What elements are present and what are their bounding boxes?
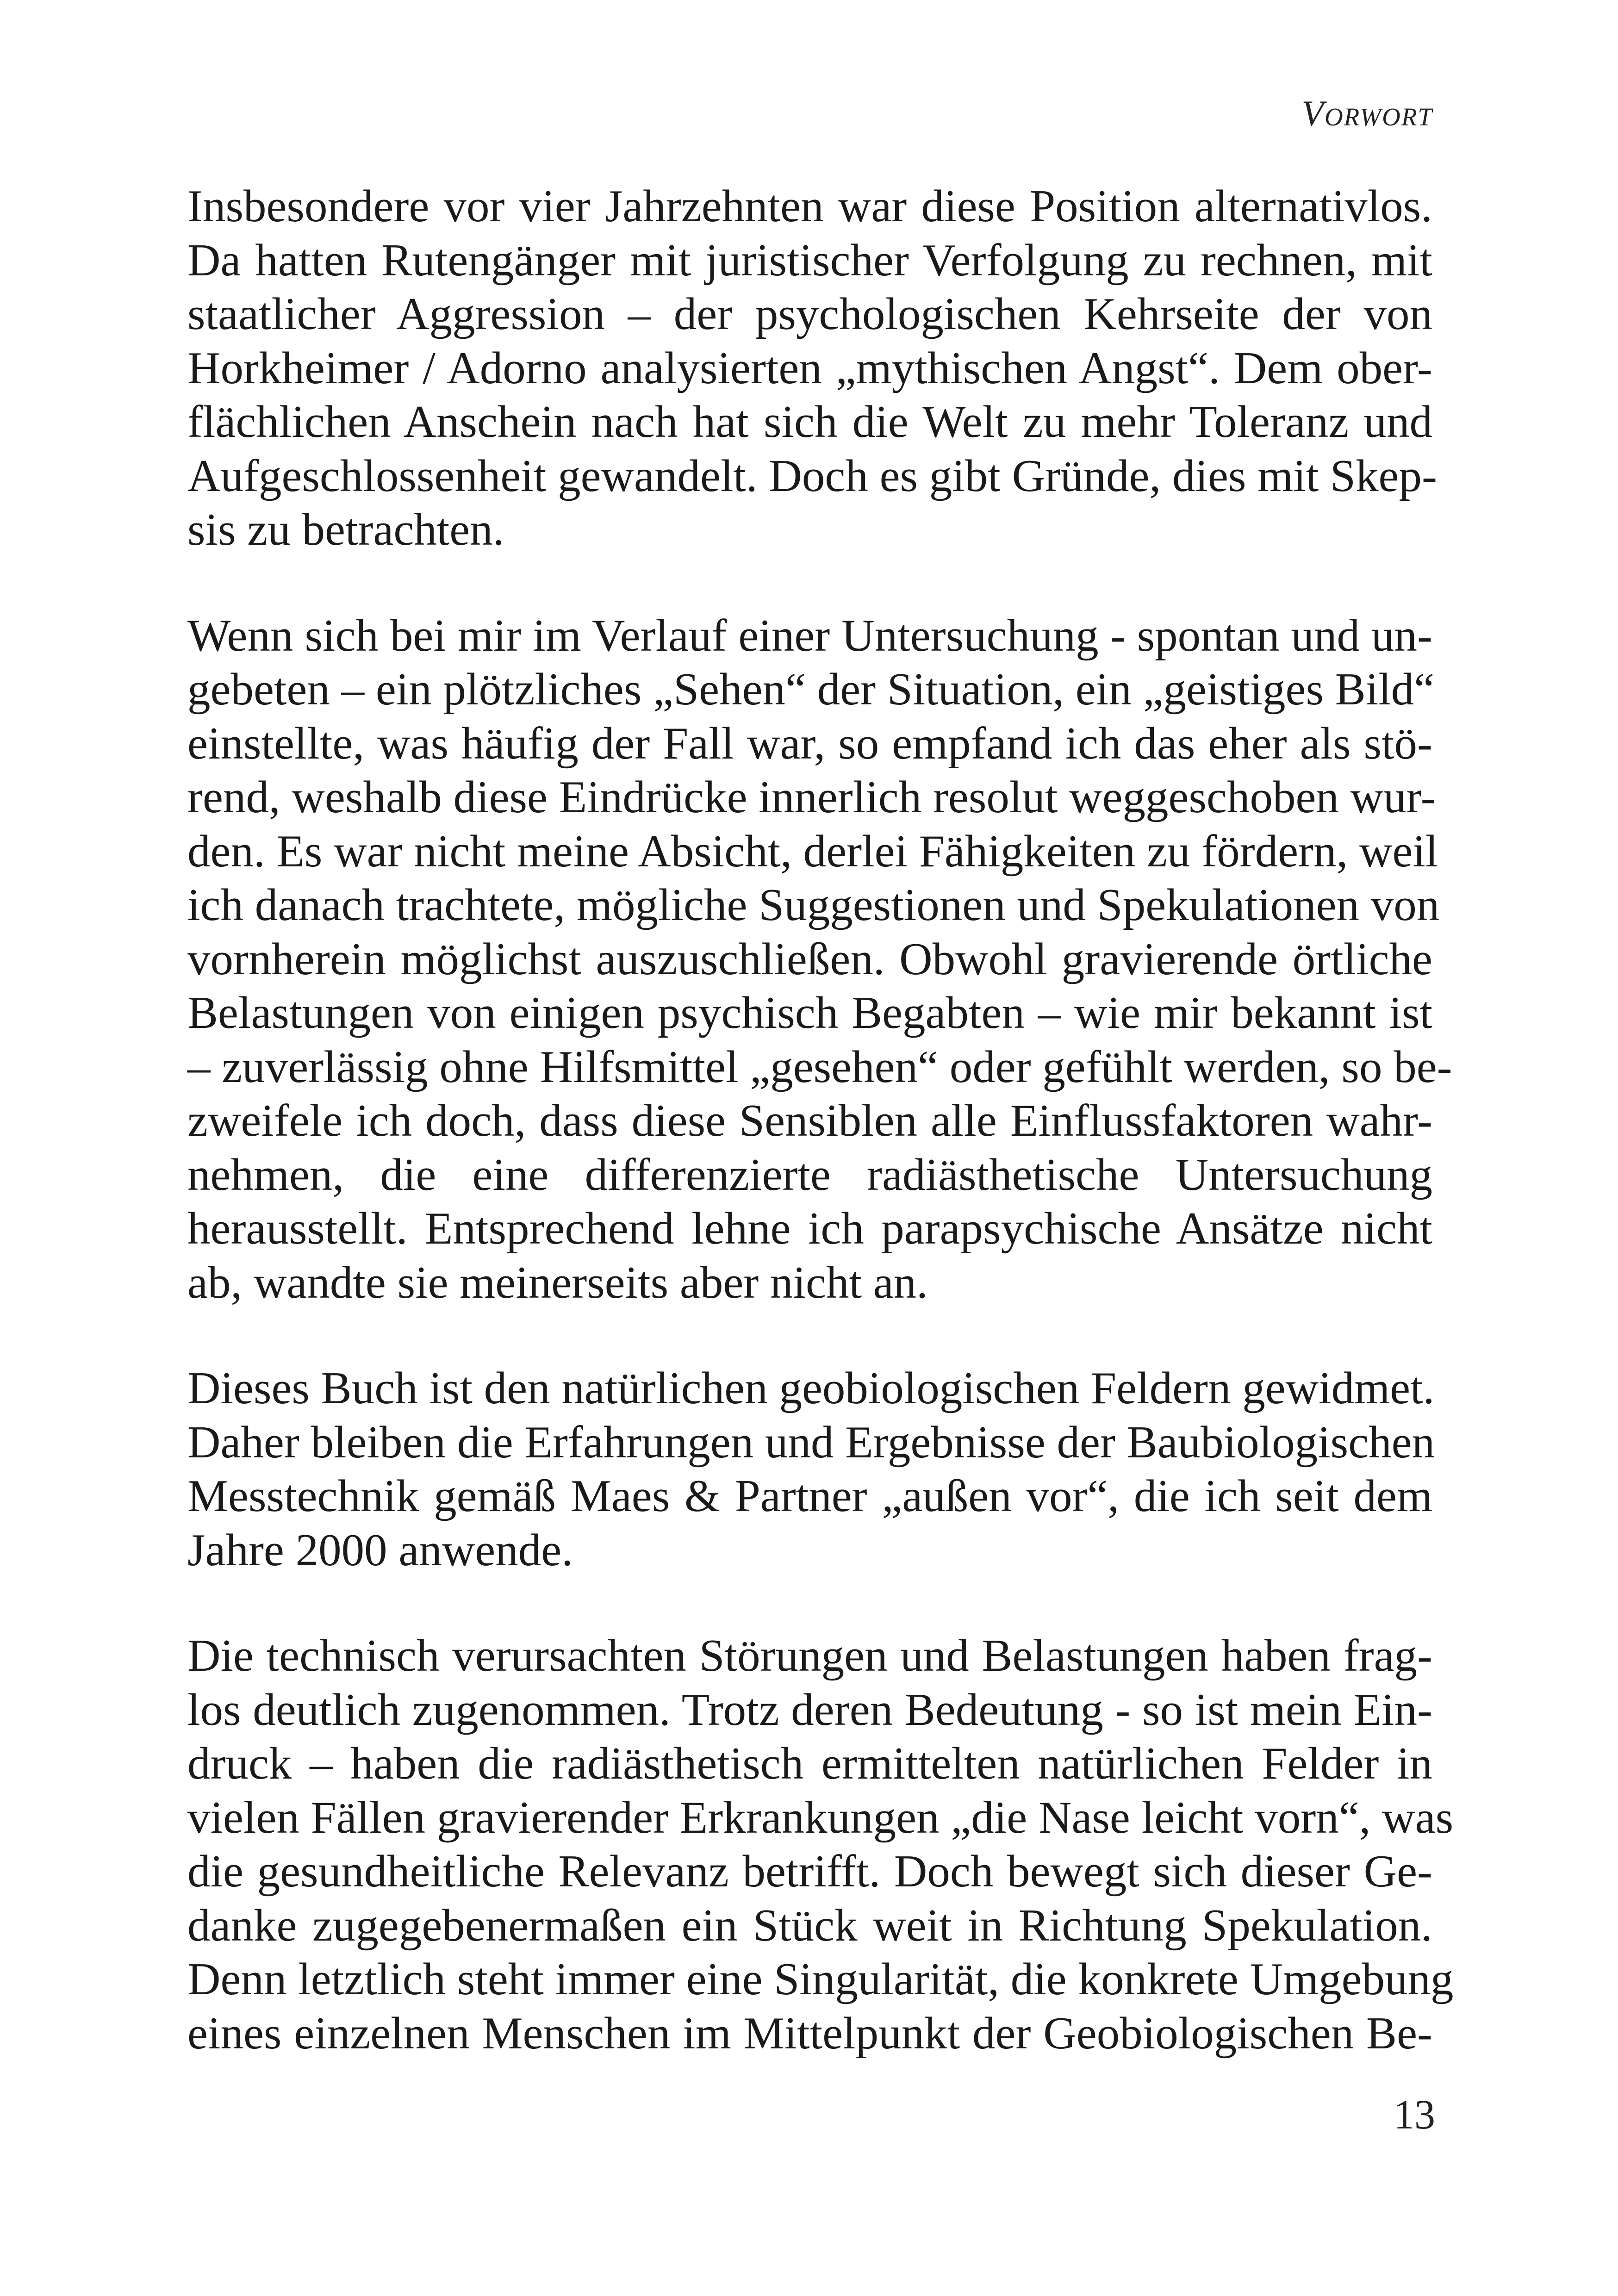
- body-text: [187, 180, 1454, 2112]
- text-line: Belastungen von einigen psychisch Begabten – wie mir bekannt ist: [187, 988, 1432, 1038]
- paragraph: [187, 609, 1452, 1310]
- text-line: Dieses Buch ist den natürlichen geobiologischen Feldern gewidmet.: [187, 1363, 1435, 1413]
- text-line: staatlicher Aggression – der psychologischen Kehrseite der von: [187, 289, 1432, 339]
- text-line: Jahre 2000 anwende.: [187, 1524, 573, 1575]
- text-line: Messtechnik gemäß Maes & Partner „außen vor“, die ich seit dem: [187, 1471, 1432, 1521]
- text-line: den. Es war nicht meine Absicht, derlei Fähigkeiten zu fördern, weil: [187, 826, 1438, 877]
- text-line: sis zu betrachten.: [187, 504, 504, 555]
- text-line: vornherein möglichst auszuschließen. Obwohl gravierende örtliche: [187, 933, 1432, 984]
- text-line: flächlichen Anschein nach hat sich die Welt zu mehr Toleranz und: [187, 397, 1432, 447]
- text-line: druck – haben die radiästhetisch ermittelten natürlichen Felder in: [187, 1738, 1432, 1789]
- text-line: vielen Fällen gravierender Erkrankungen „die Nase leicht vorn“, was: [187, 1792, 1454, 1843]
- text-line: gebeten – ein plötzliches „Sehen“ der Situation, ein „geistiges Bild“: [187, 664, 1435, 715]
- text-line: Daher bleiben die Erfahrungen und Ergebnisse der Baubiologischen: [187, 1417, 1435, 1468]
- text-line: Wenn sich bei mir im Verlauf einer Untersuchung - spontan und un-: [187, 610, 1432, 661]
- text-line: ab, wandte sie meinerseits aber nicht an.: [187, 1257, 928, 1308]
- text-line: eines einzelnen Menschen im Mittelpunkt der Geobiologischen Be-: [187, 2008, 1432, 2059]
- text-line: Horkheimer / Adorno analysierten „mythischen Angst“. Dem ober-: [187, 342, 1432, 393]
- paragraph: [187, 1362, 1435, 1577]
- running-header: Vorwort: [1301, 93, 1433, 133]
- text-line: – zuverlässig ohne Hilfsmittel „gesehen“ oder gefühlt werden, so be-: [187, 1041, 1452, 1092]
- text-line: Da hatten Rutengänger mit juristischer Verfolgung zu rechnen, mit: [187, 235, 1432, 286]
- paragraph: [187, 1629, 1454, 2060]
- text-line: die gesundheitliche Relevanz betrifft. Doch bewegt sich dieser Ge-: [187, 1846, 1432, 1897]
- text-line: nehmen, die eine differenzierte radiästhetische Untersuchung: [187, 1149, 1432, 1200]
- text-line: danke zugegebenermaßen ein Stück weit in Richtung Spekulation.: [187, 1900, 1432, 1951]
- page-number: 13: [1394, 2092, 1435, 2138]
- text-line: zweifele ich doch, dass diese Sensiblen alle Einflussfaktoren wahr-: [187, 1095, 1432, 1146]
- text-line: einstellte, was häufig der Fall war, so empfand ich das eher als stö-: [187, 718, 1432, 769]
- text-line: los deutlich zugenommen. Trotz deren Bedeutung - so ist mein Ein-: [187, 1684, 1432, 1735]
- text-line: ich danach trachtete, mögliche Suggestionen und Spekulationen von: [187, 880, 1440, 930]
- text-line: Aufgeschlossenheit gewandelt. Doch es gibt Gründe, dies mit Skep-: [187, 450, 1437, 501]
- text-line: rend, weshalb diese Eindrücke innerlich resolut weggeschoben wur-: [187, 772, 1436, 822]
- text-line: herausstellt. Entsprechend lehne ich parapsychische Ansätze nicht: [187, 1203, 1432, 1254]
- paragraph: [187, 180, 1437, 557]
- text-line: Die technisch verursachten Störungen und Belastungen haben frag-: [187, 1630, 1432, 1681]
- text-line: Insbesondere vor vier Jahrzehnten war diese Position alternativlos.: [187, 181, 1432, 231]
- text-line: Denn letztlich steht immer eine Singularität, die konkrete Umgebung: [187, 1954, 1454, 2004]
